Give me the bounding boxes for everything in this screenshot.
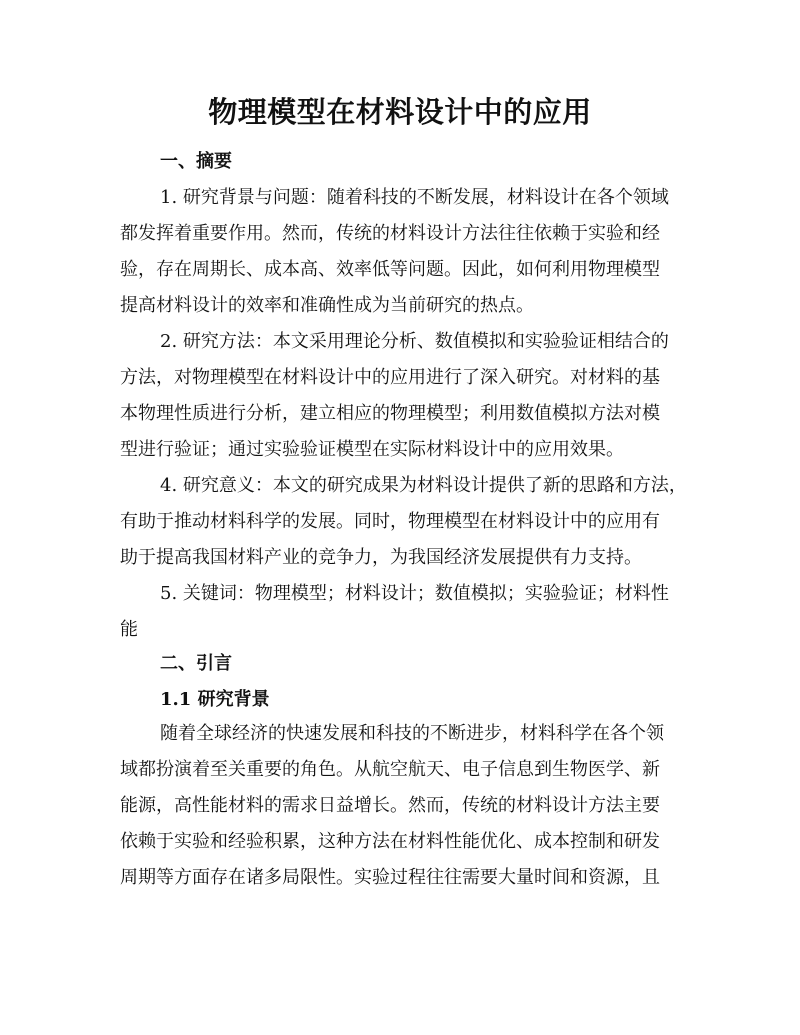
paragraph-line: 域都扮演着至关重要的角色。从航空航天、电子信息到生物医学、新 xyxy=(120,759,660,780)
paragraph-line: 方法，对物理模型在材料设计中的应用进行了深入研究。对材料的基 xyxy=(120,367,660,388)
paragraph-line: 本物理性质进行分析，建立相应的物理模型；利用数值模拟方法对模 xyxy=(120,403,660,424)
paragraph-line: 2. 研究方法：本文采用理论分析、数值模拟和实验验证相结合的 xyxy=(160,331,669,352)
section-heading-abstract: 一、摘要 xyxy=(160,151,232,172)
paragraph-line: 能源，高性能材料的需求日益增长。然而，传统的材料设计方法主要 xyxy=(120,795,660,816)
paragraph-line: 依赖于实验和经验积累，这种方法在材料性能优化、成本控制和研发 xyxy=(120,831,660,852)
paragraph-line: 有助于推动材料科学的发展。同时，物理模型在材料设计中的应用有 xyxy=(120,511,660,532)
paragraph-line: 能 xyxy=(120,619,138,640)
paragraph-line: 4. 研究意义：本文的研究成果为材料设计提供了新的思路和方法， xyxy=(160,475,687,496)
paragraph-line: 5. 关键词：物理模型；材料设计；数值模拟；实验验证；材料性 xyxy=(160,583,669,604)
paragraph-line: 周期等方面存在诸多局限性。实验过程往往需要大量时间和资源，且 xyxy=(120,867,660,888)
paragraph-line: 提高材料设计的效率和准确性成为当前研究的热点。 xyxy=(120,295,534,316)
paragraph-line: 型进行验证；通过实验验证模型在实际材料设计中的应用效果。 xyxy=(120,439,624,460)
section-heading-introduction: 二、引言 xyxy=(160,653,232,674)
document-title: 物理模型在材料设计中的应用 xyxy=(208,95,592,129)
paragraph-line: 验，存在周期长、成本高、效率低等问题。因此，如何利用物理模型 xyxy=(120,259,660,280)
paragraph-line: 都发挥着重要作用。然而，传统的材料设计方法往往依赖于实验和经 xyxy=(120,223,660,244)
abstract-paragraph-keywords xyxy=(120,582,690,654)
abstract-paragraph-significance xyxy=(120,474,690,582)
introduction-paragraph xyxy=(120,722,690,902)
abstract-paragraph-background xyxy=(120,186,690,330)
paragraph-line: 助于提高我国材料产业的竞争力，为我国经济发展提供有力支持。 xyxy=(120,547,642,568)
subsection-heading-background: 1.1 研究背景 xyxy=(160,689,270,710)
paragraph-line: 随着全球经济的快速发展和科技的不断进步，材料科学在各个领 xyxy=(160,723,664,744)
abstract-paragraph-method xyxy=(120,330,690,474)
paragraph-line: 1. 研究背景与问题：随着科技的不断发展，材料设计在各个领域 xyxy=(160,187,669,208)
